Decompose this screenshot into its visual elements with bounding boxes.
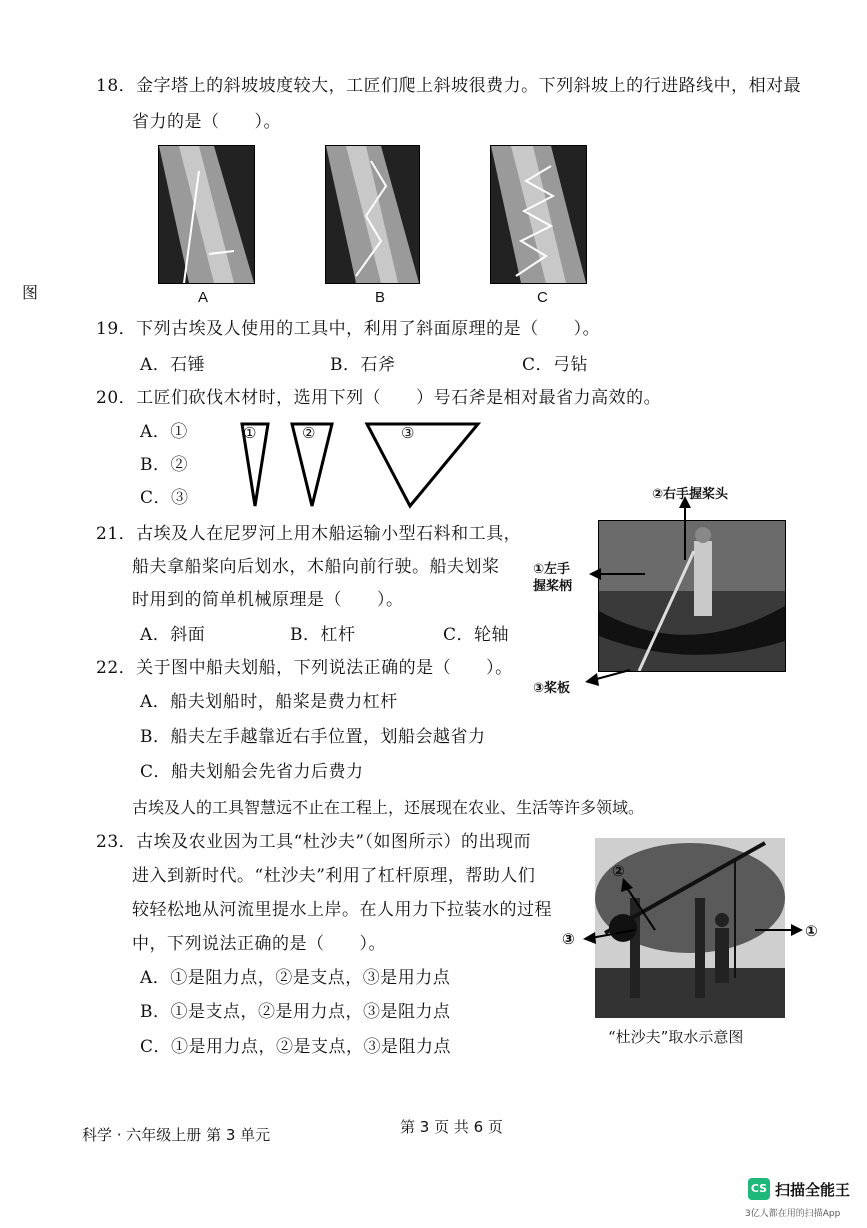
- q19-option-c: C．弓钻: [522, 355, 589, 375]
- q22-option-a: A．船夫划船时，船桨是费力杠杆: [140, 692, 398, 712]
- q20-option-a: A．①: [140, 422, 188, 442]
- q22-option-b: B．船夫左手越靠近右手位置，划船会越省力: [140, 727, 486, 747]
- q23-option-a: A．①是阻力点，②是支点，③是用力点: [140, 968, 451, 988]
- q18-stem-line1: 18．金字塔上的斜坡坡度较大，工匠们爬上斜坡很费力。下列斜坡上的行进路线中，相对最: [96, 76, 802, 96]
- side-margin-char: 图: [22, 283, 39, 302]
- slope-label-b: B: [375, 289, 386, 306]
- label-right-hand: ②右手握桨头: [652, 487, 729, 502]
- q19-stem: 19．下列古埃及人使用的工具中，利用了斜面原理的是（ ）。: [96, 319, 601, 339]
- q21-stem-line1: 21．古埃及人在尼罗河上用木船运输小型石料和工具，: [96, 524, 522, 544]
- q21-option-c: C．轮轴: [443, 625, 510, 645]
- slope-photo-b: [325, 145, 420, 284]
- q21-option-b: B．杠杆: [290, 625, 356, 645]
- q22-stem: 22．关于图中船夫划船，下列说法正确的是（ ）。: [96, 658, 513, 678]
- q23-option-b: B．①是支点，②是用力点，③是阻力点: [140, 1002, 451, 1022]
- q19-option-b: B．石斧: [330, 355, 396, 375]
- q21-stem-line3: 时用到的简单机械原理是（ ）。: [132, 590, 404, 610]
- shaduf-caption: “杜沙夫”取水示意图: [608, 1028, 744, 1046]
- q22-option-c: C．船夫划船会先省力后费力: [140, 762, 364, 782]
- q21-stem-line2: 船夫拿船桨向后划水，木船向前行驶。船夫划桨: [132, 557, 500, 577]
- q18-stem-line2: 省力的是（ ）。: [132, 112, 281, 132]
- footer-page-number: 第 3 页 共 6 页: [400, 1118, 503, 1136]
- slope-photo-a: [158, 145, 255, 284]
- q20-option-c: C．③: [140, 488, 189, 508]
- watermark-subtitle: 3亿人都在用的扫描App: [745, 1209, 841, 1219]
- q23-stem-line4: 中，下列说法正确的是（ ）。: [132, 934, 386, 954]
- label-blade: ③桨板: [533, 681, 571, 696]
- footer-subject: 科学 · 六年级上册 第 3 单元: [82, 1126, 271, 1144]
- label-left-hand-1: ①左手: [533, 562, 571, 577]
- boatman-arrows: [575, 490, 795, 690]
- slope-label-a: A: [198, 289, 209, 306]
- shaduf-mark-3: ③: [562, 930, 575, 948]
- q20-stem: 20．工匠们砍伐木材时，选用下列（ ）号石斧是相对最省力高效的。: [96, 388, 662, 408]
- intro-text: 古埃及人的工具智慧远不止在工程上，还展现在农业、生活等许多领域。: [132, 798, 645, 817]
- shaduf-arrows: [575, 860, 815, 980]
- q23-option-c: C．①是用力点，②是支点，③是阻力点: [140, 1037, 452, 1057]
- shaduf-mark-1: ①: [805, 922, 818, 940]
- q20-option-b: B．②: [140, 455, 188, 475]
- q21-option-a: A．斜面: [140, 625, 206, 645]
- camscanner-logo-icon: CS: [748, 1178, 770, 1200]
- q23-stem-line2: 进入到新时代。“杜沙夫”利用了杠杆原理，帮助人们: [132, 866, 536, 886]
- label-left-hand-2: 握桨柄: [533, 579, 573, 594]
- slope-photo-c: [490, 145, 587, 284]
- axe-mark-3: ③: [401, 424, 415, 442]
- axe-mark-1: ①: [243, 424, 257, 442]
- watermark-app-name: 扫描全能王: [775, 1181, 851, 1199]
- slope-label-c: C: [537, 289, 548, 306]
- axe-mark-2: ②: [302, 424, 316, 442]
- q23-stem-line1: 23．古埃及农业因为工具“杜沙夫”（如图所示）的出现而: [96, 832, 532, 852]
- q19-option-a: A．石锤: [140, 355, 206, 375]
- q23-stem-line3: 较轻松地从河流里提水上岸。在人用力下拉装水的过程: [132, 900, 552, 920]
- stone-axe-diagram: [230, 418, 490, 513]
- shaduf-mark-2: ②: [612, 862, 625, 880]
